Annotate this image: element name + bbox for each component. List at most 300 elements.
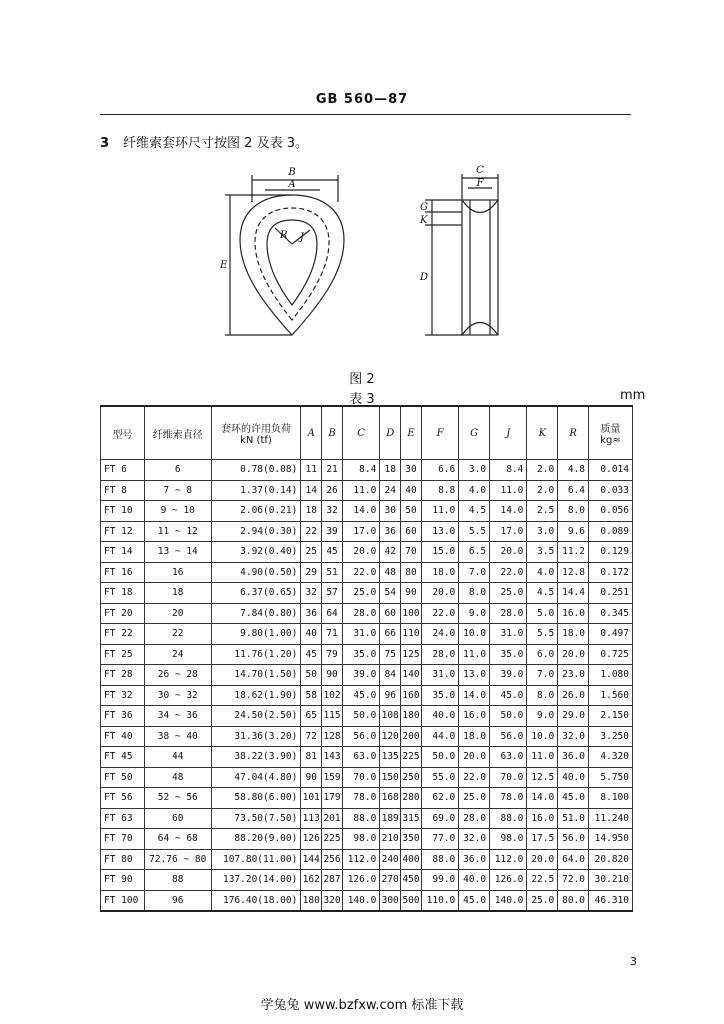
table-cell: 57 <box>322 583 343 604</box>
table-cell: 11 <box>301 460 322 481</box>
table-cell: 28.0 <box>490 603 527 624</box>
table-cell: 16.0 <box>527 808 558 829</box>
table-cell: 256 <box>322 849 343 870</box>
table-cell: 38 ~ 40 <box>144 726 211 747</box>
table-cell: 23.0 <box>558 665 589 686</box>
table-cell: 62.0 <box>421 788 458 809</box>
table-cell: 143 <box>322 747 343 768</box>
table-cell: 7.0 <box>527 665 558 686</box>
table-cell: 26.0 <box>558 685 589 706</box>
table-cell: 12.8 <box>558 562 589 583</box>
table-cell: 0.129 <box>589 542 633 563</box>
table-cell: 22.0 <box>342 562 379 583</box>
table-cell: 176.40(18.00) <box>211 890 301 911</box>
table-cell: 8.0 <box>558 501 589 522</box>
table-cell: FT 22 <box>101 624 145 645</box>
table-cell: 25.0 <box>490 583 527 604</box>
table-cell: 20.0 <box>342 542 379 563</box>
table-cell: 17.0 <box>342 521 379 542</box>
table-cell: 17.5 <box>527 829 558 850</box>
table-cell: 18 <box>380 460 401 481</box>
table-cell: 17.0 <box>490 521 527 542</box>
table-cell: 90 <box>401 583 422 604</box>
table-cell: 160 <box>401 685 422 706</box>
table-cell: 64 <box>322 603 343 624</box>
table-cell: 4.5 <box>459 501 490 522</box>
table-cell: 88.0 <box>421 849 458 870</box>
table-cell: 22 <box>301 521 322 542</box>
table-cell: 110 <box>401 624 422 645</box>
table-header-row <box>101 406 633 460</box>
table-cell: 99.0 <box>421 870 458 891</box>
table-cell: 13.0 <box>421 521 458 542</box>
table-cell: 71 <box>322 624 343 645</box>
label-F: F <box>476 178 484 189</box>
table-cell: FT 12 <box>101 521 145 542</box>
table-cell: 11.0 <box>421 501 458 522</box>
table-cell: 6 <box>144 460 211 481</box>
table-cell: 280 <box>401 788 422 809</box>
table-cell: 7.84(0.80) <box>211 603 301 624</box>
table-cell: 20.0 <box>558 644 589 665</box>
table-cell: 22.0 <box>459 767 490 788</box>
header-rule <box>100 114 631 115</box>
table-cell: 64.0 <box>558 849 589 870</box>
table-cell: 320 <box>322 890 343 911</box>
table-cell: 20.0 <box>459 747 490 768</box>
table-cell: 0.056 <box>589 501 633 522</box>
table-cell: 20.0 <box>527 849 558 870</box>
table-cell: 52 ~ 56 <box>144 788 211 809</box>
table-cell: 31.0 <box>490 624 527 645</box>
table-cell: 1.560 <box>589 685 633 706</box>
table-cell: 2.06(0.21) <box>211 501 301 522</box>
table-cell: 11.0 <box>527 747 558 768</box>
col-C: C <box>342 406 379 460</box>
table-cell: 101 <box>301 788 322 809</box>
table-row <box>101 603 633 624</box>
table-cell: 20.0 <box>421 583 458 604</box>
table-cell: 38.22(3.90) <box>211 747 301 768</box>
table-cell: 201 <box>322 808 343 829</box>
table-cell: 2.0 <box>527 480 558 501</box>
table-cell: 4.320 <box>589 747 633 768</box>
table-cell: 16.0 <box>558 603 589 624</box>
table-cell: 32 <box>301 583 322 604</box>
table-cell: 60 <box>144 808 211 829</box>
table-cell: 5.5 <box>527 624 558 645</box>
table-cell: 4.90(0.50) <box>211 562 301 583</box>
table-cell: 18 <box>301 501 322 522</box>
table-cell: 45.0 <box>342 685 379 706</box>
table-cell: 51.0 <box>558 808 589 829</box>
table-cell: 3.0 <box>527 521 558 542</box>
table-cell: 270 <box>380 870 401 891</box>
table-cell: 11.76(1.20) <box>211 644 301 665</box>
table-cell: 9.6 <box>558 521 589 542</box>
table-cell: FT 14 <box>101 542 145 563</box>
label-C: C <box>476 165 484 176</box>
table-cell: FT 20 <box>101 603 145 624</box>
table-cell: 8.4 <box>490 460 527 481</box>
table-cell: 9.0 <box>527 706 558 727</box>
table-cell: 26 ~ 28 <box>144 665 211 686</box>
table-cell: 48 <box>380 562 401 583</box>
table-cell: 2.0 <box>527 460 558 481</box>
table-cell: 8.0 <box>459 583 490 604</box>
table-cell: 36 <box>380 521 401 542</box>
table-cell: 14.0 <box>527 788 558 809</box>
table-cell: 18 <box>144 583 211 604</box>
table-cell: 78.0 <box>342 788 379 809</box>
table-cell: 140.0 <box>342 890 379 911</box>
table-cell: 65 <box>301 706 322 727</box>
col-D: D <box>380 406 401 460</box>
table-cell: 47.04(4.80) <box>211 767 301 788</box>
table-cell: 45.0 <box>558 788 589 809</box>
table-row <box>101 870 633 891</box>
table-cell: FT 50 <box>101 767 145 788</box>
table-cell: 115 <box>322 706 343 727</box>
table-cell: 137.20(14.00) <box>211 870 301 891</box>
table-cell: 6.5 <box>459 542 490 563</box>
table-cell: 88 <box>144 870 211 891</box>
table-cell: 180 <box>401 706 422 727</box>
table-cell: 58.80(6.00) <box>211 788 301 809</box>
table-cell: 126 <box>301 829 322 850</box>
table-cell: 20.0 <box>490 542 527 563</box>
table-cell: 450 <box>401 870 422 891</box>
col-E: E <box>401 406 422 460</box>
table-cell: 10.0 <box>459 624 490 645</box>
table-cell: 2.5 <box>527 501 558 522</box>
table-cell: 287 <box>322 870 343 891</box>
table-cell: 200 <box>401 726 422 747</box>
table-cell: 30 <box>380 501 401 522</box>
table-cell: 45.0 <box>490 685 527 706</box>
table-cell: 8.8 <box>421 480 458 501</box>
table-cell: 39.0 <box>342 665 379 686</box>
table-cell: 35.0 <box>490 644 527 665</box>
table-cell: 240 <box>380 849 401 870</box>
table-cell: 35.0 <box>342 644 379 665</box>
table-cell: 9 ~ 10 <box>144 501 211 522</box>
table-row <box>101 890 633 911</box>
table-cell: 11.0 <box>342 480 379 501</box>
label-D: D <box>420 272 429 283</box>
table-cell: 45 <box>301 644 322 665</box>
table-cell: 56.0 <box>490 726 527 747</box>
table-cell: 56.0 <box>342 726 379 747</box>
table-cell: 35.0 <box>421 685 458 706</box>
table-cell: 51 <box>322 562 343 583</box>
table-cell: 36 <box>301 603 322 624</box>
table-cell: 7 ~ 8 <box>144 480 211 501</box>
table-cell: 350 <box>401 829 422 850</box>
table-cell: 159 <box>322 767 343 788</box>
col-load: 套环的许用负荷 kN (tf) <box>211 406 301 460</box>
table-cell: 18.62(1.90) <box>211 685 301 706</box>
table-row <box>101 624 633 645</box>
table-cell: 5.5 <box>459 521 490 542</box>
label-R: R <box>280 230 288 241</box>
table-cell: 13 ~ 14 <box>144 542 211 563</box>
table-cell: 3.0 <box>459 460 490 481</box>
table-cell: 31.36(3.20) <box>211 726 301 747</box>
table-cell: 58 <box>301 685 322 706</box>
table-cell: 6.6 <box>421 460 458 481</box>
table-cell: 30 ~ 32 <box>144 685 211 706</box>
table-caption: 表 3 <box>349 392 375 407</box>
table-row <box>101 583 633 604</box>
table-cell: 5.750 <box>589 767 633 788</box>
table-cell: 25.0 <box>527 890 558 911</box>
table-cell: 150 <box>380 767 401 788</box>
table-cell: 6.4 <box>558 480 589 501</box>
label-B: B <box>288 167 296 178</box>
table-cell: 3.250 <box>589 726 633 747</box>
table-cell: 77.0 <box>421 829 458 850</box>
table-cell: 0.78(0.08) <box>211 460 301 481</box>
table-cell: FT 56 <box>101 788 145 809</box>
table-cell: 40.0 <box>459 870 490 891</box>
table-cell: 56.0 <box>558 829 589 850</box>
table-cell: 14.0 <box>342 501 379 522</box>
table-cell: 100 <box>401 603 422 624</box>
standard-header: GB 560—87 <box>315 92 409 107</box>
col-K: K <box>527 406 558 460</box>
table-cell: 15.0 <box>421 542 458 563</box>
table-row <box>101 829 633 850</box>
table-cell: 40.0 <box>558 767 589 788</box>
col-F: F <box>421 406 458 460</box>
table-cell: 500 <box>401 890 422 911</box>
table-cell: FT 70 <box>101 829 145 850</box>
label-A: A <box>288 179 296 190</box>
table-body <box>101 460 633 912</box>
table-cell: 135 <box>380 747 401 768</box>
table-cell: 128 <box>322 726 343 747</box>
table-cell: 120 <box>380 726 401 747</box>
table-cell: 78.0 <box>490 788 527 809</box>
table-cell: 11 ~ 12 <box>144 521 211 542</box>
thimble-drawing <box>200 160 540 360</box>
section-line <box>100 132 308 151</box>
table-row <box>101 521 633 542</box>
table-cell: 40.0 <box>421 706 458 727</box>
table-cell: FT 45 <box>101 747 145 768</box>
table-cell: 50.0 <box>490 706 527 727</box>
table-cell: 20.820 <box>589 849 633 870</box>
col-R: R <box>558 406 589 460</box>
table-cell: 0.497 <box>589 624 633 645</box>
col-G: G <box>459 406 490 460</box>
table-cell: 179 <box>322 788 343 809</box>
table-cell: 20 <box>144 603 211 624</box>
table-cell: 16.0 <box>459 706 490 727</box>
table-row <box>101 808 633 829</box>
table-cell: 54 <box>380 583 401 604</box>
table-cell: 126.0 <box>490 870 527 891</box>
label-G: G <box>420 202 428 213</box>
table-cell: 108 <box>380 706 401 727</box>
table-cell: 5.0 <box>527 603 558 624</box>
table-cell: 140.0 <box>490 890 527 911</box>
table-cell: 81 <box>301 747 322 768</box>
table-cell: 7.0 <box>459 562 490 583</box>
table-cell: 3.92(0.40) <box>211 542 301 563</box>
dimension-table <box>100 405 633 912</box>
table-cell: 168 <box>380 788 401 809</box>
table-cell: 11.240 <box>589 808 633 829</box>
table-cell: FT 90 <box>101 870 145 891</box>
table-cell: 70 <box>401 542 422 563</box>
table-row <box>101 706 633 727</box>
table-cell: 96 <box>380 685 401 706</box>
table-cell: 9.0 <box>459 603 490 624</box>
col-rope-diameter: 纤维索直径 <box>144 406 211 460</box>
table-cell: 14.950 <box>589 829 633 850</box>
table-cell: 16 <box>144 562 211 583</box>
table-cell: 0.014 <box>589 460 633 481</box>
table-cell: 36.0 <box>558 747 589 768</box>
table-cell: 66 <box>380 624 401 645</box>
table-row <box>101 501 633 522</box>
table-cell: 225 <box>322 829 343 850</box>
col-B: B <box>322 406 343 460</box>
table-cell: 26 <box>322 480 343 501</box>
table-cell: 84 <box>380 665 401 686</box>
table-cell: 10.0 <box>527 726 558 747</box>
table-cell: 40 <box>401 480 422 501</box>
table-cell: FT 36 <box>101 706 145 727</box>
table-cell: 25.0 <box>342 583 379 604</box>
table-cell: 45.0 <box>459 890 490 911</box>
table-cell: 45 <box>322 542 343 563</box>
table-cell: 75 <box>380 644 401 665</box>
table-cell: 29 <box>301 562 322 583</box>
table-cell: 14.0 <box>490 501 527 522</box>
table-cell: 72 <box>301 726 322 747</box>
col-A: A <box>301 406 322 460</box>
label-K: K <box>420 215 428 226</box>
table-cell: 22 <box>144 624 211 645</box>
table-cell: 113 <box>301 808 322 829</box>
table-cell: 8.100 <box>589 788 633 809</box>
table-cell: 8.4 <box>342 460 379 481</box>
table-cell: 6.0 <box>527 644 558 665</box>
page-number: 3 <box>630 955 637 968</box>
table-cell: 0.172 <box>589 562 633 583</box>
table-cell: 90 <box>322 665 343 686</box>
table-cell: 73.50(7.50) <box>211 808 301 829</box>
table-cell: FT 63 <box>101 808 145 829</box>
table-cell: 18.0 <box>558 624 589 645</box>
table-cell: 9.80(1.00) <box>211 624 301 645</box>
table-cell: 18.0 <box>459 726 490 747</box>
table-cell: 4.0 <box>527 562 558 583</box>
table-cell: 22.0 <box>490 562 527 583</box>
figure-caption: 图 2 <box>349 372 375 387</box>
table-cell: 0.345 <box>589 603 633 624</box>
table-cell: 48 <box>144 767 211 788</box>
table-cell: 18.0 <box>421 562 458 583</box>
table-cell: 11.0 <box>490 480 527 501</box>
table-cell: 96 <box>144 890 211 911</box>
table-cell: 46.310 <box>589 890 633 911</box>
table-cell: 60 <box>401 521 422 542</box>
table-cell: 8.0 <box>527 685 558 706</box>
table-cell: 4.8 <box>558 460 589 481</box>
table-cell: 30 <box>401 460 422 481</box>
table-cell: 70.0 <box>342 767 379 788</box>
table-cell: 88.0 <box>342 808 379 829</box>
table-cell: 64 ~ 68 <box>144 829 211 850</box>
table-cell: 21 <box>322 460 343 481</box>
table-cell: 88.20(9.00) <box>211 829 301 850</box>
table-cell: 2.150 <box>589 706 633 727</box>
table-cell: 22.5 <box>527 870 558 891</box>
table-cell: FT 100 <box>101 890 145 911</box>
table-unit: mm <box>620 388 646 403</box>
table-cell: 24.50(2.50) <box>211 706 301 727</box>
table-row <box>101 767 633 788</box>
table-cell: 50.0 <box>342 706 379 727</box>
table-cell: 98.0 <box>342 829 379 850</box>
table-cell: FT 40 <box>101 726 145 747</box>
table-cell: 39.0 <box>490 665 527 686</box>
table-row <box>101 665 633 686</box>
table-cell: 32 <box>322 501 343 522</box>
table-cell: 31.0 <box>342 624 379 645</box>
table-row <box>101 747 633 768</box>
table-cell: 126.0 <box>342 870 379 891</box>
table-cell: 24 <box>144 644 211 665</box>
table-cell: 44 <box>144 747 211 768</box>
table-cell: 0.251 <box>589 583 633 604</box>
table-cell: 110.0 <box>421 890 458 911</box>
table-row <box>101 542 633 563</box>
table-row <box>101 480 633 501</box>
table-cell: 315 <box>401 808 422 829</box>
table-cell: 32.0 <box>459 829 490 850</box>
table-cell: 140 <box>401 665 422 686</box>
table-cell: 30.210 <box>589 870 633 891</box>
footer-watermark: 学兔兔 www.bzfxw.com 标准下载 <box>260 998 464 1013</box>
table-cell: 162 <box>301 870 322 891</box>
table-cell: FT 10 <box>101 501 145 522</box>
table-row <box>101 788 633 809</box>
table-cell: 14.70(1.50) <box>211 665 301 686</box>
table-cell: 144 <box>301 849 322 870</box>
table-cell: 6.37(0.65) <box>211 583 301 604</box>
table-cell: 25 <box>301 542 322 563</box>
table-cell: 40 <box>301 624 322 645</box>
table-cell: 250 <box>401 767 422 788</box>
table-cell: 80.0 <box>558 890 589 911</box>
table-row <box>101 460 633 481</box>
table-cell: 0.033 <box>589 480 633 501</box>
table-cell: 1.080 <box>589 665 633 686</box>
table-cell: 14.4 <box>558 583 589 604</box>
table-cell: FT 18 <box>101 583 145 604</box>
table-cell: 90 <box>301 767 322 788</box>
table-cell: 98.0 <box>490 829 527 850</box>
table-cell: 225 <box>401 747 422 768</box>
col-J: J <box>490 406 527 460</box>
table-row <box>101 562 633 583</box>
table-cell: 80 <box>401 562 422 583</box>
